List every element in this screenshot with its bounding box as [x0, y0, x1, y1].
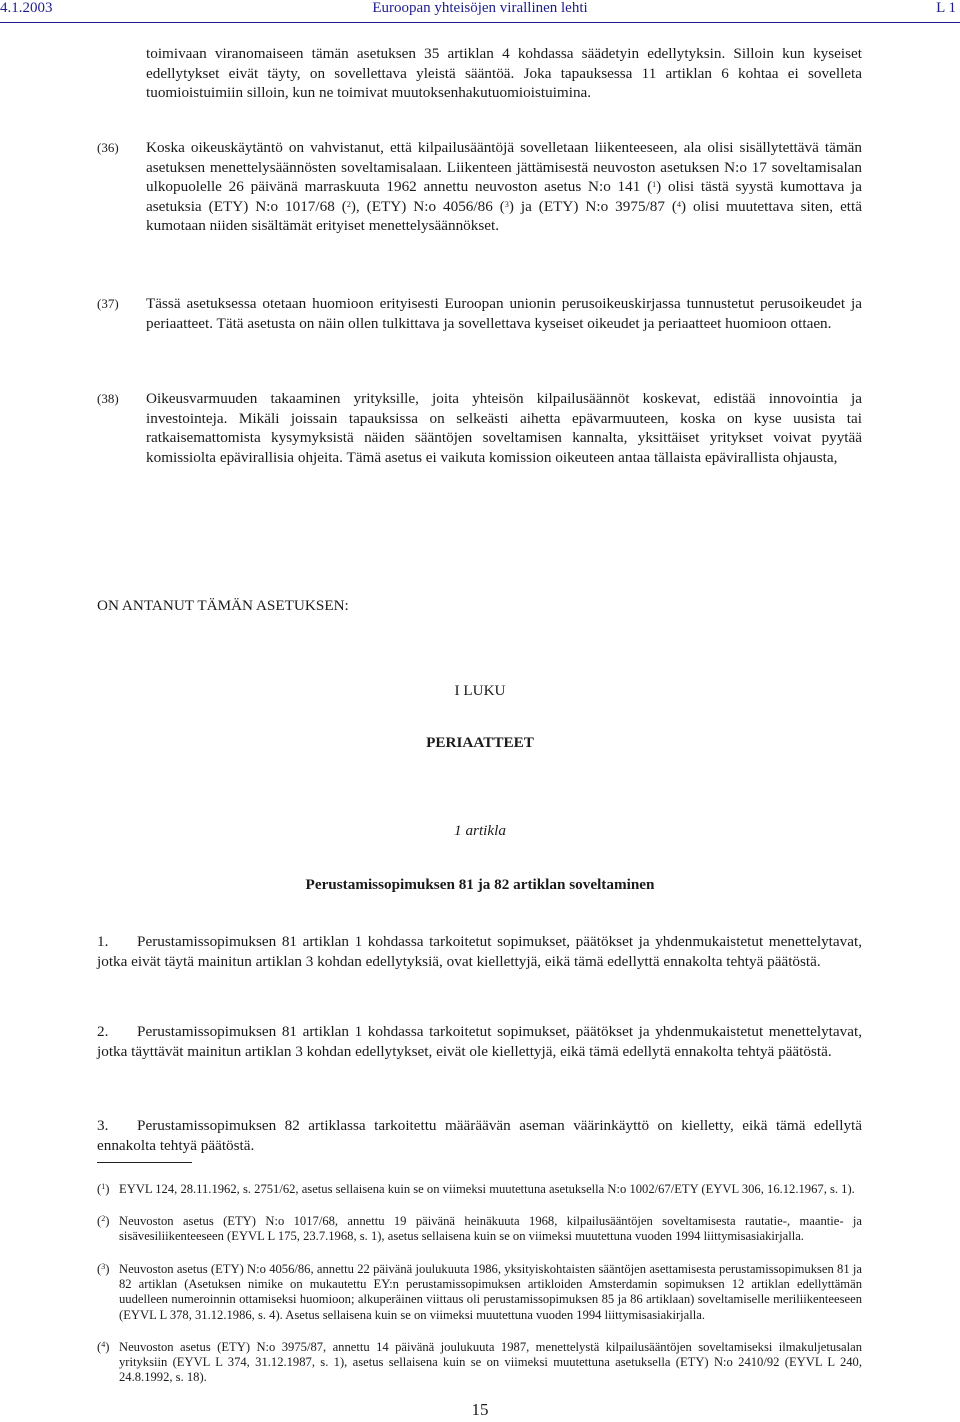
page-header [0, 0, 960, 24]
footnote-ref[interactable]: 2 [346, 199, 351, 209]
recital-37-text: Tässä asetuksessa otetaan huomioon erityisesti Euroopan unionin perusoikeuskirjassa tunnustetut perusoikeudet ja periaatteet. Tätä asetusta on näin ollen tulkittava ja sovellettava kyseiset oikeudet ja periaatteet huomioon ottaen. [146, 295, 862, 332]
chapter-label: I LUKU [454, 682, 506, 699]
article-label: 1 artikla [454, 822, 506, 839]
paragraph-number: 2. [97, 1023, 109, 1040]
paragraph-number: 3. [97, 1117, 109, 1134]
page-number: 15 [471, 1400, 489, 1419]
footnote-ref[interactable]: 4 [677, 199, 681, 209]
header-journal-title: Euroopan yhteisöjen virallinen lehti [372, 0, 588, 16]
article-paragraph-1: 1. Perustamissopimuksen 81 artiklan 1 kohdassa tarkoitetut sopimukset, päätökset ja yhdenmukaistetut menettelytavat, jotka eivät täytä mainitun artiklan 3 kohdan edellytyksiä, ovat kiellettyjä, eikä tämä edellyttä ennakolta tehtyä päätöstä. [97, 933, 862, 970]
footnote-2: ($^2$) Neuvoston asetus (ETY) N:o 1017/68, annettu 19 päivänä heinäkuuta 1968, kilpailusääntöjen soveltamisesta rautatie-, maantie- ja sisävesiliikenteeseen (EYVL L 175, 23.7.1968, s. 1), asetus sellaisena kuin se on viimeksi muutettuna vuoden 1994 liittymisasiakirjalla. [97, 1214, 862, 1244]
footnote-ref[interactable]: 3 [504, 199, 509, 209]
article-paragraph-2: 2. Perustamissopimuksen 81 artiklan 1 kohdassa tarkoitetut sopimukset, päätökset ja yhdenmukaistetut menettelytavat, jotka täyttävät mainitun artiklan 3 kohdan edellytykset, eivät ole kiellettyjä, eikä tämä edellytä ennakolta tehtyä päätöstä. [97, 1023, 862, 1060]
recital-number: (38) [97, 391, 119, 406]
adoption-formula: ON ANTANUT TÄMÄN ASETUKSEN: [97, 597, 349, 614]
recital-number: (37) [97, 296, 119, 311]
recital-38-text: Oikeusvarmuuden takaaminen yrityksille, joita yhteisön kilpailusäännöt koskevat, edistää innovointia ja investointeja. Mikäli joissain tapauksissa on selkeästi aihetta epävarmuuteen, koska on kyse uusista tai ratkaisemattomista kysymyksistä näiden sääntöjen soveltamisen kannalta, yksittäiset yritykset voivat pyytää komissiolta epävirallisia ohjeita. Tämä asetus ei vaikuta komission oikeuteen antaa tällaista epävirallista ohjausta, [146, 390, 862, 466]
chapter-title: PERIAATTEET [426, 734, 534, 751]
intro-paragraph: toimivaan viranomaiseen tämän asetuksen 35 artiklan 4 kohdassa säädetyin edellytyksin. Silloin kun kyseiset edellytykset eivät täyty, on sovellettava yleistä sääntöä. Joka tapauksessa 11 artiklan 6 kohtaa ei sovelleta tuomioistuimiin silloin, kun ne toimivat muutoksenhakutuomioistuimina. [146, 45, 862, 102]
footnote-separator [97, 1162, 192, 1163]
paragraph-number: 1. [97, 933, 109, 950]
footnote-mark: ($^1$) [97, 1182, 110, 1196]
footnote-mark: ($^4$) [97, 1340, 110, 1354]
footnote-3: ($^3$) Neuvoston asetus (ETY) N:o 4056/86, annettu 22 päivänä joulukuuta 1986, yksityiskohtaisten sääntöjen asettamisesta perustamissopimuksen 81 ja 82 artiklan (Asetuksen nimike on mukautettu EY:n perustamissopimuksen artikloiden Amsterdamin sopimuksen 12 artiklan edellyttämän uudelleen numeroinnin ottamiseksi huomioon; alkuperäinen viittaus oli perustamissopimuksen 85 ja 86 artiklaan) soveltamiselle meriliikenteeseen (EYVL L 378, 31.12.1986, s. 4). Asetus sellaisena kuin se on viimeksi muutettuna vuoden 1994 liittymisasiakirjalla. [97, 1262, 862, 1322]
recital-36-text: Koska oikeuskäytäntö on vahvistanut, että kilpailusääntöjä sovelletaan liikenteeseen, ala olisi sisällytettävä tämän asetuksen menettelysäännösten soveltamisalaan. Liikenteen jättämisestä neuvoston asetuksen N:o 17 soveltamisalan ulkopuolelle 26 päivänä marraskuuta 1962 annettu neuvoston asetus N:o 141 ($^1$) olisi tästä syystä kumottava ja asetuksia (ETY) N:o 1017/68 ($^2$), (ETY) N:o 4056/86 ($^3$) ja (ETY) N:o 3975/87 ($^4$) olisi muutettava siten, että kumotaan niiden sisältämät erityiset menettelysäännökset. [146, 139, 862, 235]
footnote-ref[interactable]: 1 [652, 180, 657, 190]
header-date: 4.1.2003 [0, 0, 53, 16]
article-title: Perustamissopimuksen 81 ja 82 artiklan soveltaminen [305, 876, 655, 893]
footnote-4: ($^4$) Neuvoston asetus (ETY) N:o 3975/87, annettu 14 päivänä joulukuuta 1987, menettelystä kilpailusääntöjen soveltamiseksi ilmakuljetusalan yrityksiin (EYVL L 374, 31.12.1987, s. 1), asetus sellaisena kuin se on viimeksi muutettuna asetuksella (ETY) N:o 2410/92 (EYVL L 240, 24.8.1992, s. 18). [97, 1340, 862, 1385]
footnote-mark: ($^3$) [97, 1262, 110, 1276]
recital-number: (36) [97, 140, 119, 155]
footnote-mark: ($^2$) [97, 1214, 110, 1228]
header-series: L 1 [936, 0, 956, 16]
article-paragraph-3: 3. Perustamissopimuksen 82 artiklassa tarkoitettu määräävän aseman väärinkäyttö on kielletty, eikä tämä edellytä ennakolta tehtyä päätöstä. [97, 1117, 862, 1154]
header-rule [0, 22, 960, 23]
footnote-1: ($^1$) EYVL 124, 28.11.1962, s. 2751/62, asetus sellaisena kuin se on viimeksi muutettuna asetuksella N:o 1002/67/ETY (EYVL 306, 16.12.1967, s. 1). [97, 1182, 855, 1196]
